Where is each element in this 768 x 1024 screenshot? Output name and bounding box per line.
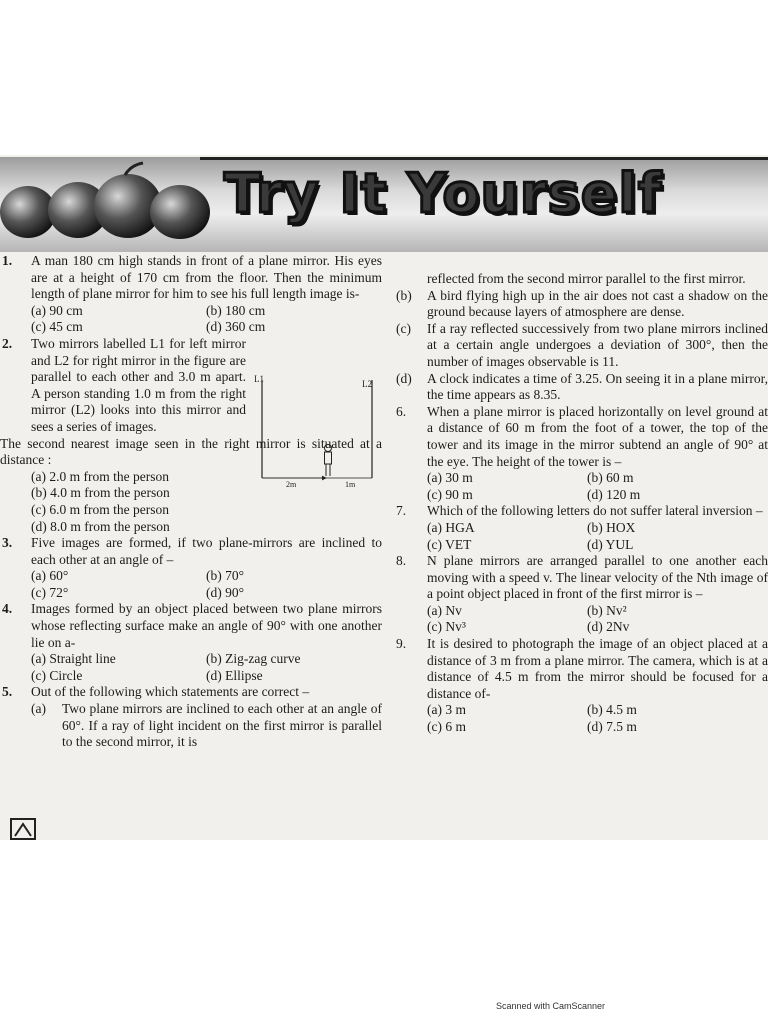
- question-5: [0, 684, 382, 750]
- question-8: [396, 553, 768, 636]
- option-c: (c) 6 m: [427, 719, 466, 735]
- options-row: [427, 487, 768, 504]
- question-number: 1.: [2, 253, 13, 268]
- question-number: 3.: [2, 535, 13, 551]
- question-text: N plane mirrors are arranged parallel to one another each moving with a speed v. The linear velocity of the Nth image of a point object placed in front of the first mirror is –: [427, 553, 768, 602]
- question-text: It is desired to photograph the image of an object placed at a distance of 3 m from a plane mirror. The camera, which is at a distance of 4.5 m from the mirror should be focused for a distance of-: [427, 636, 768, 701]
- option-c: (c) Circle: [31, 667, 83, 683]
- question-7: [396, 503, 768, 553]
- statement-c: [396, 321, 768, 371]
- question-6: [396, 404, 768, 504]
- question-number: 8.: [396, 553, 407, 569]
- distance-2m: 2m: [286, 480, 297, 489]
- option-d: (d) Ellipse: [206, 667, 263, 683]
- statement-a-continued: [396, 271, 768, 288]
- options-row: [427, 520, 768, 537]
- option-b: (b) 4.5 m: [587, 702, 637, 718]
- options-row: [31, 568, 382, 585]
- left-column: [0, 253, 382, 751]
- option-a: (a) Nv: [427, 602, 462, 618]
- option-a: (a) Straight line: [31, 651, 116, 667]
- options-row: [31, 319, 382, 336]
- statement-text: Two plane mirrors are inclined to each other at an angle of 60°. If a ray of light incident on the first mirror is parallel to the second mirror, it is: [62, 701, 382, 750]
- statement-a: [31, 701, 382, 751]
- label-l1: L1: [254, 374, 264, 384]
- option-b: (b) 180 cm: [206, 302, 266, 318]
- options-row: [427, 470, 768, 487]
- options-row: [31, 668, 382, 685]
- distance-1m: 1m: [345, 480, 356, 489]
- option-d: (d) 360 cm: [206, 319, 266, 335]
- label-l2: L2: [362, 379, 372, 389]
- page-title: Try It Yourself: [224, 162, 663, 225]
- statement-label: (d): [396, 370, 412, 386]
- option-b: (b) 70°: [206, 568, 245, 584]
- option-a: (a) 60°: [31, 568, 69, 584]
- question-number: 6.: [396, 403, 407, 419]
- statement-label: (c): [396, 320, 411, 336]
- statement-label: (b): [396, 287, 412, 303]
- statement-label: (a): [31, 701, 46, 717]
- question-text: Five images are formed, if two plane-mirrors are inclined to each other at an angle of –: [31, 535, 382, 567]
- option-a: (a) 3 m: [427, 702, 466, 718]
- option-a: (a) HGA: [427, 519, 475, 535]
- option-b: (b) 4.0 m from the person: [31, 485, 170, 501]
- option-c: (c) Nv³: [427, 619, 466, 635]
- right-column: [396, 271, 768, 736]
- statement-b: [396, 288, 768, 321]
- statement-text: A bird flying high up in the air does not cast a shadow on the ground because layers of atmosphere are dense.: [427, 287, 768, 320]
- option-a: (a) 90 cm: [31, 302, 83, 318]
- two-mirrors-figure: [250, 370, 385, 495]
- options-row: [31, 585, 382, 602]
- option-c: (c) 45 cm: [31, 319, 83, 335]
- question-3: [0, 535, 382, 601]
- question-text: Images formed by an object placed between two plane mirrors whose reflecting surface make an angle of 90° with one another lie on a-: [31, 601, 382, 650]
- statement-d: [396, 371, 768, 404]
- question-text: Which of the following letters do not suffer lateral inversion –: [427, 503, 763, 519]
- option-b: (b) Zig-zag curve: [206, 651, 301, 667]
- question-1: [0, 253, 382, 336]
- apples-graphic: [0, 160, 215, 242]
- question-text: A man 180 cm high stands in front of a plane mirror. His eyes are at a height of 170 cm from the floor. Then the minimum length of plane mirror for him to see his full length image is-: [31, 253, 382, 302]
- question-text: When a plane mirror is placed horizontally on level ground at a distance of 60 m from the foot of a tower, the top of the tower and its image in the mirror subtend an angle of 90° at the eye. The height of the tower is –: [427, 403, 768, 469]
- options-row: [31, 651, 382, 668]
- option-b: (b) HOX: [587, 519, 636, 535]
- option-a: (a) 2.0 m from the person: [31, 468, 169, 484]
- question-9: [396, 636, 768, 736]
- question-number: 4.: [2, 601, 13, 617]
- person-icon: [325, 445, 332, 477]
- option-c: (c) 72°: [31, 584, 69, 600]
- question-number: 2.: [2, 335, 13, 351]
- question-text-continued: The second nearest image seen in the right mirror is situated at a distance :: [0, 435, 382, 468]
- option-d: (d) 90°: [206, 584, 245, 600]
- question-number: 7.: [396, 503, 407, 519]
- option-c: (c) 6.0 m from the person: [31, 501, 169, 517]
- option-d: (d) 2Nv: [587, 619, 630, 635]
- option-d: (d) 7.5 m: [587, 719, 637, 735]
- option-d: (d) YUL: [587, 536, 634, 552]
- question-number: 5.: [2, 684, 13, 700]
- question-4: [0, 601, 382, 684]
- option-b: (b) 60 m: [587, 470, 634, 486]
- banner-rule: [200, 157, 768, 160]
- option-b: (b) Nv²: [587, 602, 627, 618]
- options-row: [31, 303, 382, 320]
- options-row: [427, 702, 768, 719]
- scanner-watermark: Scanned with CamScanner: [496, 1001, 606, 1011]
- options-row: [427, 719, 768, 736]
- options-row: [427, 603, 768, 620]
- page-corner-icon: [10, 818, 36, 840]
- statement-text: If a ray reflected successively from two plane mirrors inclined at a certain angle undergoes a deviation of 300°, then the number of images observable is 11.: [427, 320, 768, 369]
- option-d: (d) 8.0 m from the person: [31, 518, 170, 534]
- question-text: Out of the following which statements are correct –: [31, 684, 310, 700]
- question-text: Two mirrors labelled L1 for left mirror and L2 for right mirror in the figure are parallel to each other and 3.0 m apart. A person standing 1.0 m from the right mirror (L2) looks into this mirror and sees a series of images.: [31, 335, 246, 434]
- options-row: [427, 537, 768, 554]
- statement-text: reflected from the second mirror parallel to the first mirror.: [427, 271, 746, 286]
- question-number: 9.: [396, 636, 407, 652]
- option-c: (c) VET: [427, 536, 472, 552]
- options-row: [427, 619, 768, 636]
- statement-text: A clock indicates a time of 3.25. On seeing it in a plane mirror, the time appears as 8.35.: [427, 370, 768, 403]
- option-d: (d) 120 m: [587, 486, 641, 502]
- option-a: (a) 30 m: [427, 470, 473, 486]
- option-c: (c) 90 m: [427, 486, 473, 502]
